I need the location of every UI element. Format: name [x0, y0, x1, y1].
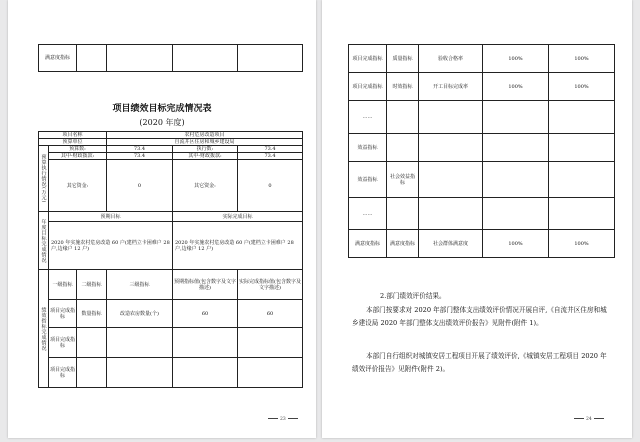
paragraph-2: 本部门自行组织对城镇安居工程项目开展了绩效评价,《城镇安居工程项目 2020 年绩效评价报告》见附件(附件 2)。: [352, 352, 607, 373]
table-row: [39, 328, 303, 358]
table-row: [349, 73, 615, 101]
row-actual: 100%: [549, 73, 615, 101]
row-l1: 效益指标: [349, 162, 387, 198]
top-table-fragment: [38, 44, 303, 72]
table-row: [349, 198, 615, 230]
table-row: [39, 300, 303, 328]
row-l2: 满意度指标: [387, 230, 419, 258]
section-heading: 2.部门绩效评价结果。: [380, 292, 446, 300]
fiscal-label-1: 其中-财政拨款:: [49, 153, 107, 160]
budget-label: 预算数:: [49, 146, 107, 153]
table-row: [349, 101, 615, 134]
doc-title: 项目绩效目标完成情况表: [112, 104, 212, 114]
row-l1: 满意度指标: [349, 230, 387, 258]
indicators-side: 绩效指标完成情况: [39, 270, 49, 388]
row-l3: 验收合格率: [419, 45, 483, 73]
left-page: [8, 0, 316, 438]
budget-exec-side: 预算执行情况(万元): [39, 146, 49, 212]
cell-satisfaction-label: 满意度指标: [39, 45, 77, 72]
row-l2: 质量指标: [387, 45, 419, 73]
other-value-2: 0: [238, 160, 303, 212]
row-l3: 改造农房数量(个): [107, 300, 173, 328]
row-l1: 效益指标: [349, 134, 387, 162]
header-l3: 三级指标: [107, 270, 173, 300]
fiscal-value-2: 73.4: [238, 153, 303, 160]
row-l1: ……: [349, 101, 387, 134]
other-label-1: 其它资金:: [49, 160, 107, 212]
project-name: 农村危房改造项目: [107, 132, 303, 139]
header-expected: 预期指标值(包含数字及文字描述): [173, 270, 238, 300]
table-row: [349, 230, 615, 258]
actual-goal-header: 实际完成目标: [173, 212, 303, 222]
unit-label: 预算单位: [39, 139, 107, 146]
header-actual: 实际完成指标值(包含数字及文字描述): [238, 270, 303, 300]
fiscal-value-1: 73.4: [107, 153, 173, 160]
exec-label: 执行数:: [173, 146, 238, 153]
header-l2: 二级指标: [77, 270, 107, 300]
table-row: [39, 358, 303, 388]
row-expected: 100%: [483, 73, 549, 101]
budget-value: 73.4: [107, 146, 173, 153]
row-l2: 社会效益指标: [387, 162, 419, 198]
header-l1: 一级指标: [49, 270, 77, 300]
exec-value: 73.4: [238, 146, 303, 153]
row-l1: 项目完成指标: [49, 300, 77, 328]
performance-table: [38, 131, 303, 388]
row-l1: ……: [349, 198, 387, 230]
table-row: [349, 162, 615, 198]
project-name-label: 项目名称: [39, 132, 107, 139]
row-expected: 100%: [483, 230, 549, 258]
row-actual: 100%: [549, 45, 615, 73]
expected-goal-text: 2020 年实施农村危房改造 60 户(建档立卡困难户 28 户,边缘户 12 户): [49, 222, 173, 270]
row-l1: 项目完成指标: [349, 45, 387, 73]
doc-year: (2020 年度): [139, 118, 185, 127]
performance-table-continued: [348, 44, 615, 258]
page-number-right: 24: [572, 417, 606, 422]
row-actual: 100%: [549, 230, 615, 258]
row-expected: 100%: [483, 45, 549, 73]
goals-side: 年度目标完成情况: [39, 212, 49, 270]
row-actual: 60: [238, 300, 303, 328]
row-l2: 数量指标: [77, 300, 107, 328]
row-expected: 60: [173, 300, 238, 328]
row-l1: 项目完成指标: [49, 358, 77, 388]
table-row: [349, 134, 615, 162]
paragraph-1: 本部门按要求对 2020 年部门整体支出绩效评价情况开展自评,《自流井区住房和城乡建设局 2020 年部门整体支出绩效评价报告》见附件(附件 1)。: [352, 306, 607, 327]
table-row: [349, 45, 615, 73]
row-l3: 开工目标完成率: [419, 73, 483, 101]
other-label-2: 其它资金:: [173, 160, 238, 212]
row-l2: 时效指标: [387, 73, 419, 101]
other-value-1: 0: [107, 160, 173, 212]
fiscal-label-2: 其中-财政拨款:: [173, 153, 238, 160]
row-l1: 项目完成指标: [349, 73, 387, 101]
row-l1: 项目完成指标: [49, 328, 77, 358]
row-l3: 社会群体满意度: [419, 230, 483, 258]
page-number-left: 23: [266, 417, 300, 422]
expected-goal-header: 预期目标: [49, 212, 173, 222]
unit-value: 自流井区住房和城乡建设局: [107, 139, 303, 146]
actual-goal-text: 2020 年实施农村危房改造 60 户(建档立卡困难户 28 户,边缘户 12 户): [173, 222, 303, 270]
